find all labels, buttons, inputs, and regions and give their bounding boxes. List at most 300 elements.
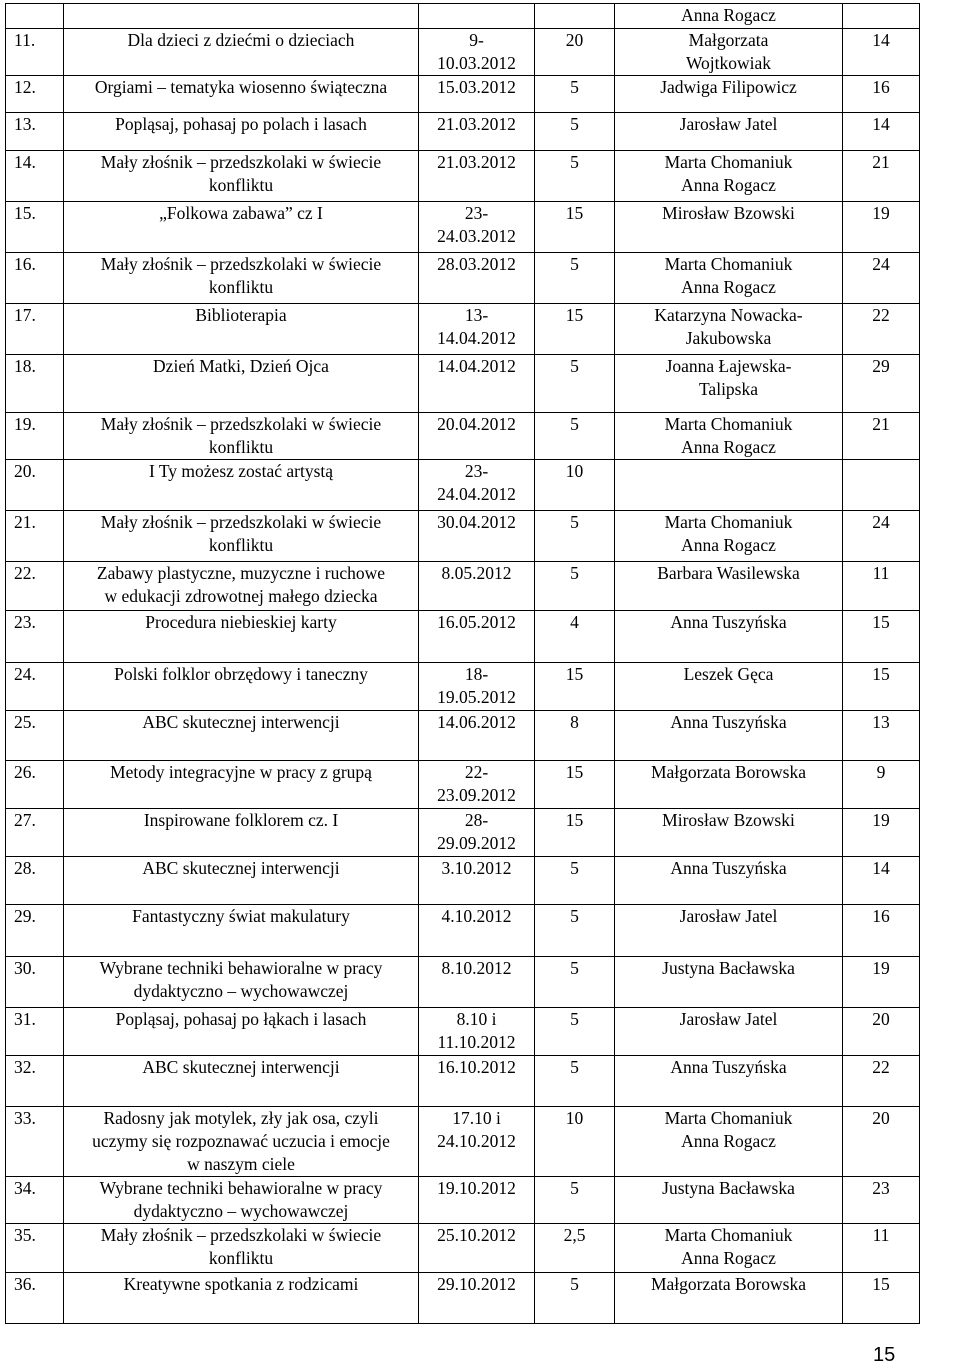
participants-count: 19 — [872, 958, 890, 978]
row-number-cell — [6, 611, 64, 663]
row-number: 23. — [14, 612, 36, 632]
table-row — [6, 663, 920, 711]
course-title: Fantastyczny świat makulatury — [132, 906, 350, 926]
table-row — [6, 355, 920, 413]
leader-line: Anna Rogacz — [681, 5, 776, 25]
course-date-cell — [419, 1107, 535, 1177]
course-hours: 5 — [570, 414, 579, 434]
course-date-cell — [419, 29, 535, 76]
course-leader-cell — [615, 76, 843, 113]
course-date: 19.05.2012 — [437, 687, 516, 707]
course-hours-cell — [535, 809, 615, 857]
participants-count: 15 — [872, 664, 890, 684]
course-leader: Marta Chomaniuk — [664, 414, 793, 434]
table-row — [6, 304, 920, 355]
course-date-cell — [419, 1008, 535, 1056]
course-date: 11.10.2012 — [437, 1032, 516, 1052]
course-leader-cell — [615, 202, 843, 253]
course-date-cell — [419, 761, 535, 809]
course-date: 16.10.2012 — [437, 1057, 516, 1077]
row-number: 27. — [14, 810, 36, 830]
course-date: 9- — [469, 30, 484, 50]
table-row — [6, 1273, 920, 1324]
course-leader: Marta Chomaniuk — [664, 1108, 793, 1128]
participants-count: 15 — [872, 1274, 890, 1294]
course-leader-cell — [615, 1008, 843, 1056]
course-leader: Jarosław Jatel — [679, 114, 778, 134]
course-date: 23- — [464, 203, 489, 223]
course-hours: 5 — [570, 1274, 579, 1294]
row-number: 13. — [14, 114, 36, 134]
course-title: Wybrane techniki behawioralne w pracy — [99, 958, 383, 978]
course-title-cell — [64, 1056, 419, 1107]
course-date: 24.03.2012 — [437, 226, 516, 246]
course-date-cell — [419, 957, 535, 1008]
course-date: 4.10.2012 — [441, 906, 512, 926]
course-date-cell — [419, 1177, 535, 1224]
row-number-cell — [6, 562, 64, 611]
course-hours-cell — [535, 905, 615, 957]
participants-count-cell — [843, 29, 920, 76]
course-date: 10.03.2012 — [437, 53, 516, 73]
course-hours: 5 — [570, 512, 579, 532]
course-leader: Marta Chomaniuk — [664, 152, 793, 172]
course-leader-cell — [615, 413, 843, 460]
row-number-cell — [6, 253, 64, 304]
row-number: 18. — [14, 356, 36, 376]
row-number-cell — [6, 113, 64, 151]
course-leader: Anna Tuszyńska — [670, 712, 787, 732]
course-hours-cell — [535, 957, 615, 1008]
course-date: 28.03.2012 — [437, 254, 516, 274]
participants-count: 16 — [872, 77, 890, 97]
course-title: Mały złośnik – przedszkolaki w świecie — [100, 414, 382, 434]
course-title-cell — [64, 1224, 419, 1273]
course-date: 19.10.2012 — [437, 1178, 516, 1198]
participants-count: 20 — [872, 1009, 890, 1029]
course-hours: 20 — [565, 30, 584, 50]
course-date-cell — [419, 1273, 535, 1324]
course-title-cell — [64, 304, 419, 355]
participants-count: 24 — [872, 512, 890, 532]
course-hours: 15 — [565, 810, 584, 830]
participants-count: 19 — [872, 203, 890, 223]
course-date: 14.06.2012 — [437, 712, 516, 732]
course-leader-cell — [615, 562, 843, 611]
course-hours: 15 — [565, 203, 584, 223]
course-leader: Barbara Wasilewska — [657, 563, 800, 583]
course-title: Dla dzieci z dziećmi o dzieciach — [127, 30, 355, 50]
course-title-cell — [64, 1273, 419, 1324]
course-leader: Leszek Gęca — [683, 664, 774, 684]
course-hours-cell — [535, 761, 615, 809]
row-number-cell — [6, 957, 64, 1008]
course-hours: 15 — [565, 305, 584, 325]
course-title: w edukacji zdrowotnej małego dziecka — [104, 586, 378, 606]
row-number: 31. — [14, 1009, 36, 1029]
course-date-cell — [419, 663, 535, 711]
course-leader-cell — [615, 1273, 843, 1324]
course-leader: Anna Rogacz — [681, 535, 776, 555]
table-row — [6, 253, 920, 304]
course-leader: Mirosław Bzowski — [662, 203, 795, 223]
row-number: 30. — [14, 958, 36, 978]
table-row — [6, 957, 920, 1008]
row-number: 25. — [14, 712, 36, 732]
participants-count-cell — [843, 355, 920, 413]
course-title-cell — [64, 355, 419, 413]
course-leader-cell — [615, 611, 843, 663]
table-row — [6, 761, 920, 809]
row-number-cell — [6, 663, 64, 711]
row-number-cell — [6, 355, 64, 413]
row-number-cell — [6, 761, 64, 809]
table-row — [6, 29, 920, 76]
course-leader: Anna Rogacz — [681, 437, 776, 457]
row-number: 16. — [14, 254, 36, 274]
course-hours-cell — [535, 113, 615, 151]
course-hours-cell — [535, 1008, 615, 1056]
participants-count: 11 — [872, 1225, 890, 1245]
course-title: konfliktu — [208, 175, 274, 195]
course-leader-cell — [615, 113, 843, 151]
course-date-cell — [419, 611, 535, 663]
course-hours: 5 — [570, 254, 579, 274]
course-title-cell — [64, 413, 419, 460]
course-title-cell — [64, 809, 419, 857]
course-leader: Talipska — [698, 379, 759, 399]
course-title-cell — [64, 1177, 419, 1224]
course-hours: 5 — [570, 1009, 579, 1029]
leader-cell — [615, 4, 843, 29]
course-title: Mały złośnik – przedszkolaki w świecie — [100, 512, 382, 532]
course-title: konfliktu — [208, 437, 274, 457]
course-hours: 4 — [570, 612, 579, 632]
course-hours-cell — [535, 1273, 615, 1324]
course-title: Orgiami – tematyka wiosenno świąteczna — [94, 77, 388, 97]
row-number-cell — [6, 905, 64, 957]
participants-count: 16 — [872, 906, 890, 926]
course-leader-cell — [615, 511, 843, 562]
participants-count-cell — [843, 857, 920, 905]
course-title-cell — [64, 253, 419, 304]
course-hours-cell — [535, 304, 615, 355]
course-date-cell — [419, 76, 535, 113]
course-hours: 5 — [570, 152, 579, 172]
participants-count: 21 — [872, 152, 890, 172]
course-hours-cell — [535, 511, 615, 562]
table-row — [6, 1177, 920, 1224]
course-title-cell — [64, 611, 419, 663]
course-leader-cell — [615, 151, 843, 202]
course-title-cell — [64, 113, 419, 151]
course-title: Mały złośnik – przedszkolaki w świecie — [100, 254, 382, 274]
course-title: ABC skutecznej interwencji — [142, 858, 340, 878]
course-date: 29.09.2012 — [437, 833, 516, 853]
course-title: I Ty możesz zostać artystą — [148, 461, 334, 481]
participants-count: 15 — [872, 612, 890, 632]
course-leader: Marta Chomaniuk — [664, 1225, 793, 1245]
row-number: 26. — [14, 762, 36, 782]
table-row — [6, 460, 920, 511]
course-hours: 5 — [570, 77, 579, 97]
course-hours-cell — [535, 29, 615, 76]
row-number-cell — [6, 711, 64, 761]
table-row — [6, 413, 920, 460]
course-leader-cell — [615, 809, 843, 857]
row-number: 22. — [14, 563, 36, 583]
course-title: Popląsaj, pohasaj po łąkach i lasach — [115, 1009, 367, 1029]
course-title-cell — [64, 761, 419, 809]
course-hours-cell — [535, 1224, 615, 1273]
row-number: 17. — [14, 305, 36, 325]
course-title: konfliktu — [208, 1248, 274, 1268]
row-number: 12. — [14, 77, 36, 97]
course-leader: Anna Tuszyńska — [670, 612, 787, 632]
course-leader-cell — [615, 1056, 843, 1107]
participants-count-cell — [843, 202, 920, 253]
course-hours: 2,5 — [563, 1225, 586, 1245]
course-date-cell — [419, 202, 535, 253]
row-number: 34. — [14, 1178, 36, 1198]
course-date-cell — [419, 857, 535, 905]
course-title: ABC skutecznej interwencji — [142, 712, 340, 732]
row-number-cell — [6, 857, 64, 905]
course-leader: Joanna Łajewska- — [665, 356, 792, 376]
table-row — [6, 1107, 920, 1177]
course-date-cell — [419, 460, 535, 511]
participants-count: 9 — [876, 762, 886, 782]
course-title: konfliktu — [208, 535, 274, 555]
course-hours: 5 — [570, 563, 579, 583]
table-row — [6, 1224, 920, 1273]
course-hours: 5 — [570, 114, 579, 134]
participants-count: 11 — [872, 563, 890, 583]
participants-count-cell — [843, 611, 920, 663]
course-hours: 10 — [565, 461, 584, 481]
course-leader: Anna Rogacz — [681, 1248, 776, 1268]
participants-count: 29 — [872, 356, 890, 376]
course-title-cell — [64, 905, 419, 957]
course-title: dydaktyczno – wychowawczej — [133, 1201, 349, 1221]
course-leader: Jarosław Jatel — [679, 906, 778, 926]
course-date: 24.10.2012 — [437, 1131, 516, 1151]
table-row — [6, 202, 920, 253]
row-number: 32. — [14, 1057, 36, 1077]
table-row — [6, 562, 920, 611]
course-date-cell — [419, 711, 535, 761]
course-title: Wybrane techniki behawioralne w pracy — [99, 1178, 383, 1198]
course-hours-cell — [535, 1056, 615, 1107]
course-title: Inspirowane folklorem cz. I — [143, 810, 339, 830]
course-leader-cell — [615, 663, 843, 711]
table-body — [6, 4, 920, 1324]
course-date-cell — [419, 809, 535, 857]
table-row — [6, 611, 920, 663]
course-date: 24.04.2012 — [437, 484, 516, 504]
course-hours: 5 — [570, 906, 579, 926]
course-date: 17.10 i — [452, 1108, 501, 1128]
course-date: 29.10.2012 — [437, 1274, 516, 1294]
course-title: Kreatywne spotkania z rodzicami — [123, 1274, 359, 1294]
course-title-cell — [64, 151, 419, 202]
course-hours: 15 — [565, 762, 584, 782]
course-date-cell — [419, 511, 535, 562]
course-leader: Jakubowska — [685, 328, 772, 348]
course-date-cell — [419, 1056, 535, 1107]
course-title-cell — [64, 29, 419, 76]
course-date-cell — [419, 253, 535, 304]
course-hours-cell — [535, 202, 615, 253]
course-hours-cell — [535, 611, 615, 663]
participants-count: 22 — [872, 305, 890, 325]
participants-count-cell — [843, 1107, 920, 1177]
course-hours-cell — [535, 253, 615, 304]
participants-count-cell — [843, 304, 920, 355]
course-title-cell — [64, 511, 419, 562]
course-title: Mały złośnik – przedszkolaki w świecie — [100, 152, 382, 172]
course-leader: Małgorzata Borowska — [650, 762, 807, 782]
participants-count-cell — [843, 113, 920, 151]
participants-count: 23 — [872, 1178, 890, 1198]
row-number-cell — [6, 1273, 64, 1324]
row-number-cell — [6, 1056, 64, 1107]
row-number: 21. — [14, 512, 36, 532]
participants-count-cell — [843, 253, 920, 304]
course-leader-cell — [615, 1177, 843, 1224]
course-leader-cell — [615, 355, 843, 413]
row-number: 14. — [14, 152, 36, 172]
table-row — [6, 113, 920, 151]
course-leader-cell — [615, 253, 843, 304]
table-row — [6, 1056, 920, 1107]
course-date: 8.10 i — [456, 1009, 497, 1029]
row-number: 35. — [14, 1225, 36, 1245]
course-date-cell — [419, 1224, 535, 1273]
course-date: 23.09.2012 — [437, 785, 516, 805]
course-title: Dzień Matki, Dzień Ojca — [153, 356, 329, 376]
participants-count-cell — [843, 905, 920, 957]
course-title: uczymy się rozpoznawać uczucia i emocje — [92, 1131, 390, 1151]
course-leader-cell — [615, 957, 843, 1008]
course-date: 15.03.2012 — [437, 77, 516, 97]
row-number-cell — [6, 151, 64, 202]
course-leader: Jadwiga Filipowicz — [660, 77, 797, 97]
participants-count-cell — [843, 562, 920, 611]
course-hours-cell — [535, 151, 615, 202]
course-leader-cell — [615, 711, 843, 761]
course-title: Biblioterapia — [195, 305, 287, 325]
course-leader: Mirosław Bzowski — [662, 810, 795, 830]
row-number-cell — [6, 29, 64, 76]
course-date-cell — [419, 905, 535, 957]
course-leader: Justyna Bacławska — [662, 1178, 795, 1198]
row-number-cell — [6, 413, 64, 460]
participants-count: 19 — [872, 810, 890, 830]
course-leader: Anna Rogacz — [681, 175, 776, 195]
table-row — [6, 809, 920, 857]
course-hours-cell — [535, 355, 615, 413]
course-date: 14.04.2012 — [437, 356, 516, 376]
row-number-cell — [6, 1107, 64, 1177]
participants-count-cell — [843, 1056, 920, 1107]
course-hours-cell — [535, 76, 615, 113]
course-title: w naszym ciele — [187, 1154, 295, 1174]
course-leader: Wojtkowiak — [685, 53, 772, 73]
row-number: 29. — [14, 906, 36, 926]
participants-count: 21 — [872, 414, 890, 434]
course-leader: Anna Tuszyńska — [670, 1057, 787, 1077]
course-leader: Marta Chomaniuk — [664, 512, 793, 532]
course-date-cell — [419, 355, 535, 413]
course-title: Polski folklor obrzędowy i taneczny — [114, 664, 368, 684]
row-number-cell — [6, 460, 64, 511]
participants-count-cell — [843, 413, 920, 460]
course-hours: 5 — [570, 1057, 579, 1077]
course-title-cell — [64, 857, 419, 905]
participants-count: 24 — [872, 254, 890, 274]
course-date: 3.10.2012 — [441, 858, 512, 878]
course-date: 28- — [464, 810, 489, 830]
course-hours: 5 — [570, 356, 579, 376]
table-row — [6, 905, 920, 957]
course-title: dydaktyczno – wychowawczej — [133, 981, 349, 1001]
course-leader-cell — [615, 460, 843, 511]
course-leader-cell — [615, 1224, 843, 1273]
course-hours: 5 — [570, 858, 579, 878]
participants-count-cell — [843, 711, 920, 761]
course-hours-cell — [535, 562, 615, 611]
course-title-cell — [64, 711, 419, 761]
participants-count-cell — [843, 151, 920, 202]
participants-count: 20 — [872, 1108, 890, 1128]
table-row — [6, 711, 920, 761]
course-hours: 5 — [570, 1178, 579, 1198]
course-date: 14.04.2012 — [437, 328, 516, 348]
course-hours-cell — [535, 460, 615, 511]
row-number: 19. — [14, 414, 36, 434]
course-leader: Justyna Bacławska — [662, 958, 795, 978]
row-number: 28. — [14, 858, 36, 878]
row-number-cell — [6, 304, 64, 355]
course-hours-cell — [535, 857, 615, 905]
participants-count-cell — [843, 511, 920, 562]
course-date: 18- — [464, 664, 489, 684]
row-number-cell — [6, 1008, 64, 1056]
course-title: ABC skutecznej interwencji — [142, 1057, 340, 1077]
row-number: 15. — [14, 203, 36, 223]
course-date: 20.04.2012 — [437, 414, 516, 434]
participants-count: 14 — [872, 114, 890, 134]
row-number: 20. — [14, 461, 36, 481]
course-hours-cell — [535, 1177, 615, 1224]
row-number-cell — [6, 1224, 64, 1273]
course-title: Mały złośnik – przedszkolaki w świecie — [100, 1225, 382, 1245]
participants-count-cell — [843, 957, 920, 1008]
page-number: 15 — [873, 1344, 896, 1366]
course-title-cell — [64, 460, 419, 511]
course-title: „Folkowa zabawa” cz I — [159, 203, 323, 223]
course-title: konfliktu — [208, 277, 274, 297]
course-hours-cell — [535, 413, 615, 460]
row-number: 24. — [14, 664, 36, 684]
course-title-cell — [64, 562, 419, 611]
course-title-cell — [64, 1107, 419, 1177]
course-date: 21.03.2012 — [437, 114, 516, 134]
course-title-cell — [64, 76, 419, 113]
course-leader: Marta Chomaniuk — [664, 254, 793, 274]
participants-count: 14 — [872, 30, 890, 50]
